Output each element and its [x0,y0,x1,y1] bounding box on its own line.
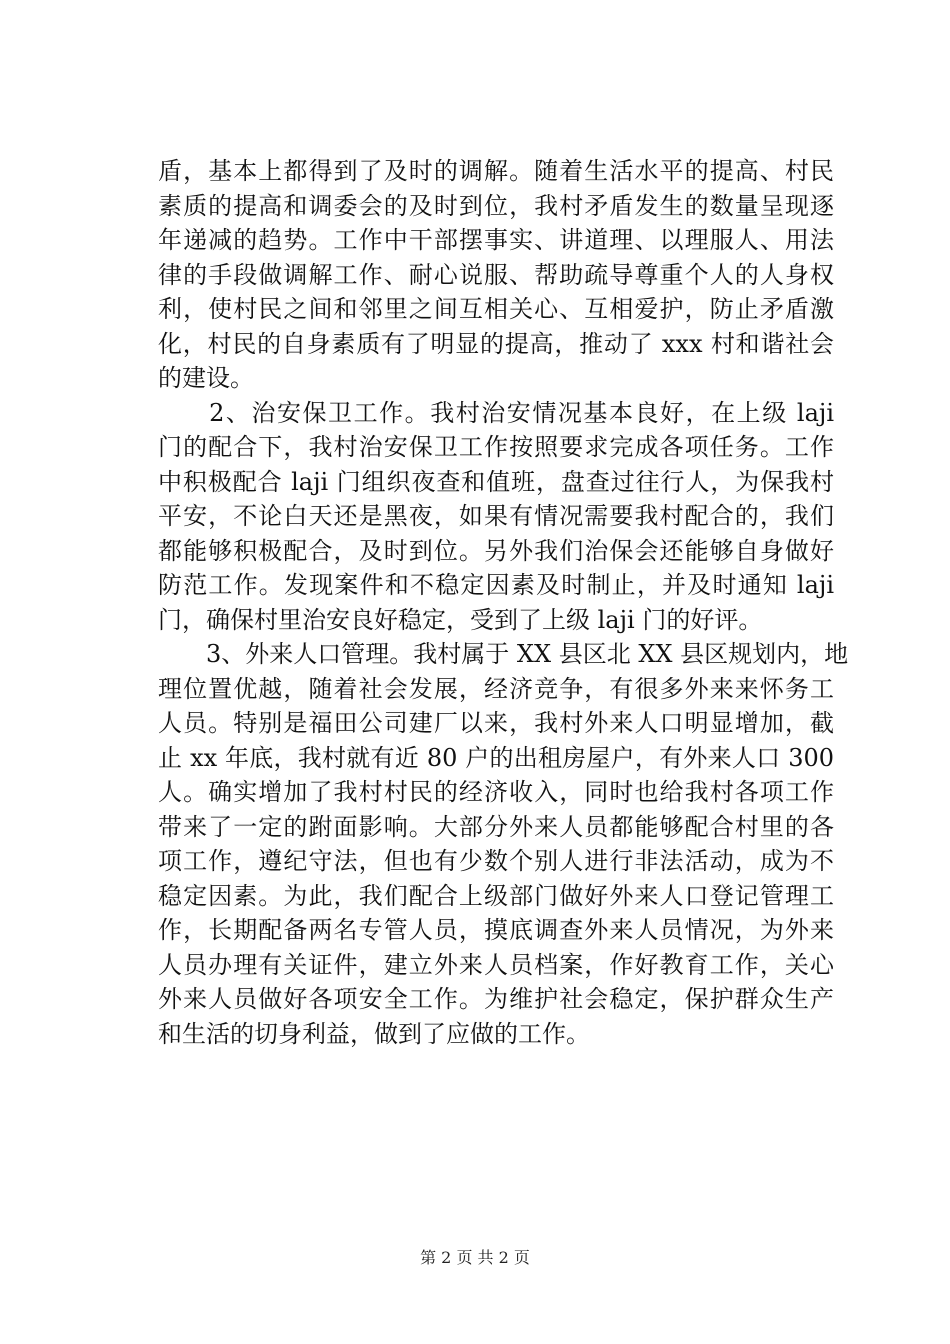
text-line: 利，使村民之间和邻里之间互相关心、互相爱护，防止矛盾激 [158,295,834,323]
text-line: 止 xx 年底，我村就有近 80 户的出租房屋户，有外来人口 300 [158,743,834,772]
text-line: 门，确保村里治安良好稳定，受到了上级 laji 门的好评。 [158,605,763,634]
text-line: 人员。特别是福田公司建厂以来，我村外来人口明显增加，截 [158,709,834,737]
text-line: 稳定因素。为此，我们配合上级部门做好外来人口登记管理工 [158,881,834,910]
text-line: 理位置优越，随着社会发展，经济竞争，有很多外来来怀务工 [158,674,834,703]
text-line: 平安，不论白天还是黑夜，如果有情况需要我村配合的，我们 [158,502,834,530]
text-line: 年递减的趋势。工作中干部摆事实、讲道理、以理服人、用法 [158,226,834,254]
text-line: 都能够积极配合，及时到位。另外我们治保会还能够自身做好 [158,536,834,565]
text-line: 素质的提高和调委会的及时到位，我村矛盾发生的数量呈现逐 [158,191,834,220]
text-line: 防范工作。发现案件和不稳定因素及时制止，并及时通知 laji [158,571,834,599]
text-line: 2、治安保卫工作。我村治安情况基本良好，在上级 laji [158,398,834,427]
text-line: 律的手段做调解工作、耐心说服、帮助疏导尊重个人的人身权 [158,260,834,289]
text-line: 人员办理有关证件，建立外来人员档案，作好教育工作，关心 [158,950,834,979]
text-line: 化，村民的自身素质有了明显的提高，推动了 xxx 村和谐社会 [158,329,834,358]
text-line: 中积极配合 laji 门组织夜查和值班，盘查过往行人，为保我村 [158,467,834,496]
page-number-footer: 第 2 页 共 2 页 [420,1248,530,1267]
text-line: 作，长期配备两名专管人员，摸底调查外来人员情况，为外来 [158,916,834,944]
text-line: 带来了一定的跗面影响。大部分外来人员都能够配合村里的各 [158,812,834,841]
text-line: 人。确实增加了我村村民的经济收入，同时也给我村各项工作 [158,778,834,806]
text-line: 3、外来人口管理。我村属于 XX 县区北 XX 县区规划内，地 [158,640,849,668]
document-body [158,154,849,1051]
text-line: 的建设。 [158,364,254,392]
text-line: 门的配合下，我村治安保卫工作按照要求完成各项任务。工作 [158,433,834,461]
text-line: 和生活的切身利益，做到了应做的工作。 [158,1019,590,1048]
text-line: 盾，基本上都得到了及时的调解。随着生活水平的提高、村民 [158,157,834,185]
text-line: 外来人员做好各项安全工作。为维护社会稳定，保护群众生产 [158,985,834,1013]
text-line: 项工作，遵纪守法，但也有少数个别人进行非法活动，成为不 [158,847,834,875]
